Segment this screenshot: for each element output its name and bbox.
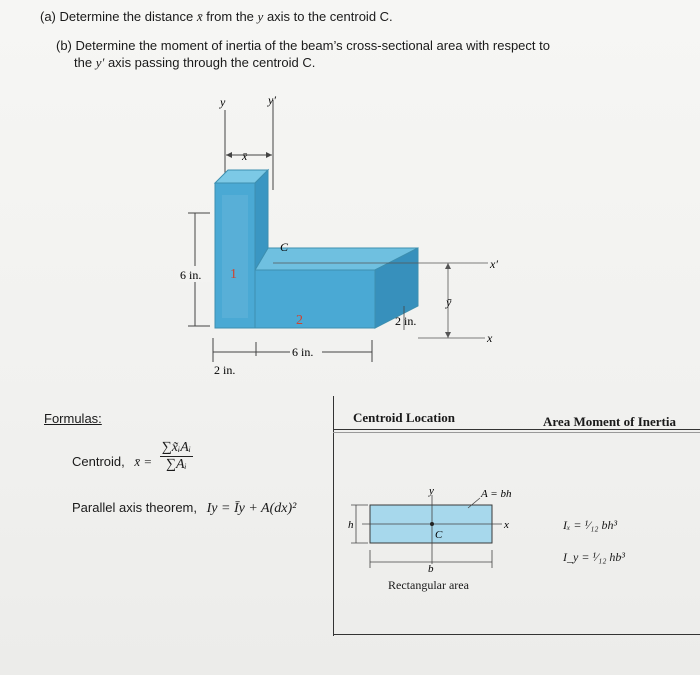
dim-2in-right: 2 in.	[395, 314, 417, 328]
yprime-symbol: y′	[95, 55, 105, 70]
ybar-label: ȳ	[446, 295, 452, 309]
parallel-equation: Iy = Īy + A(dx)²	[206, 501, 297, 516]
rect-y-label: y	[429, 485, 434, 497]
y-symbol: y	[257, 9, 264, 24]
parallel-axis-formula	[72, 500, 296, 517]
marker-1: 1	[230, 267, 237, 282]
dim-2in-bottom: 2 in.	[214, 363, 236, 377]
table-bottom-rule	[333, 634, 700, 635]
y-axis-label: y	[220, 95, 226, 109]
parallel-label: Parallel axis theorem,	[72, 500, 197, 515]
xprime-axis-label: x′	[490, 257, 498, 271]
question-b-line-1: (b) Determine the moment of inertia of the beam’s cross-sectional area with respect to	[56, 38, 550, 53]
question-a-text: (a) Determine the distance	[40, 9, 194, 24]
question-a-text-3: axis to the centroid C.	[266, 9, 393, 24]
rect-x-label: x	[504, 519, 509, 531]
question-b-text-2: axis passing through the centroid C.	[107, 55, 316, 70]
centroid-fraction	[160, 440, 193, 473]
rect-b-label: b	[428, 563, 434, 575]
formulas-heading: Formulas:	[44, 411, 102, 426]
xbar-label: x̄	[242, 149, 248, 163]
iy-formula: I_y = ¹⁄₁₂ hb³	[563, 550, 625, 564]
centroid-label-text: Centroid,	[72, 454, 125, 469]
centroid-lhs: x̄ =	[134, 454, 153, 469]
dim-height-6in: 6 in.	[180, 268, 202, 282]
question-b-text: the	[74, 55, 93, 70]
rectangular-area-caption: Rectangular area	[388, 578, 469, 592]
table-header-rule-2	[333, 432, 700, 433]
col-centroid-location: Centroid Location	[353, 410, 455, 425]
centroid-denominator: ∑Aᵢ	[166, 457, 187, 472]
col-area-moment: Area Moment of Inertia	[543, 414, 676, 429]
rect-c-label: C	[435, 529, 443, 541]
dim-6in-bottom: 6 in.	[292, 345, 314, 359]
centroid-numerator: ∑x̃ᵢAᵢ	[161, 440, 191, 455]
ix-formula: Iₓ = ¹⁄₁₂ bh³	[563, 518, 618, 532]
area-equation: A = bh	[481, 488, 512, 500]
rect-h-label: h	[348, 519, 354, 531]
marker-2: 2	[296, 313, 303, 328]
xbar-symbol: x̄	[196, 9, 203, 24]
yprime-axis-label: y′	[268, 93, 276, 107]
question-a-text-2: from the	[206, 9, 254, 24]
x-axis-label: x	[487, 331, 493, 345]
centroid-formula	[72, 440, 193, 473]
centroid-label: C	[280, 240, 289, 254]
